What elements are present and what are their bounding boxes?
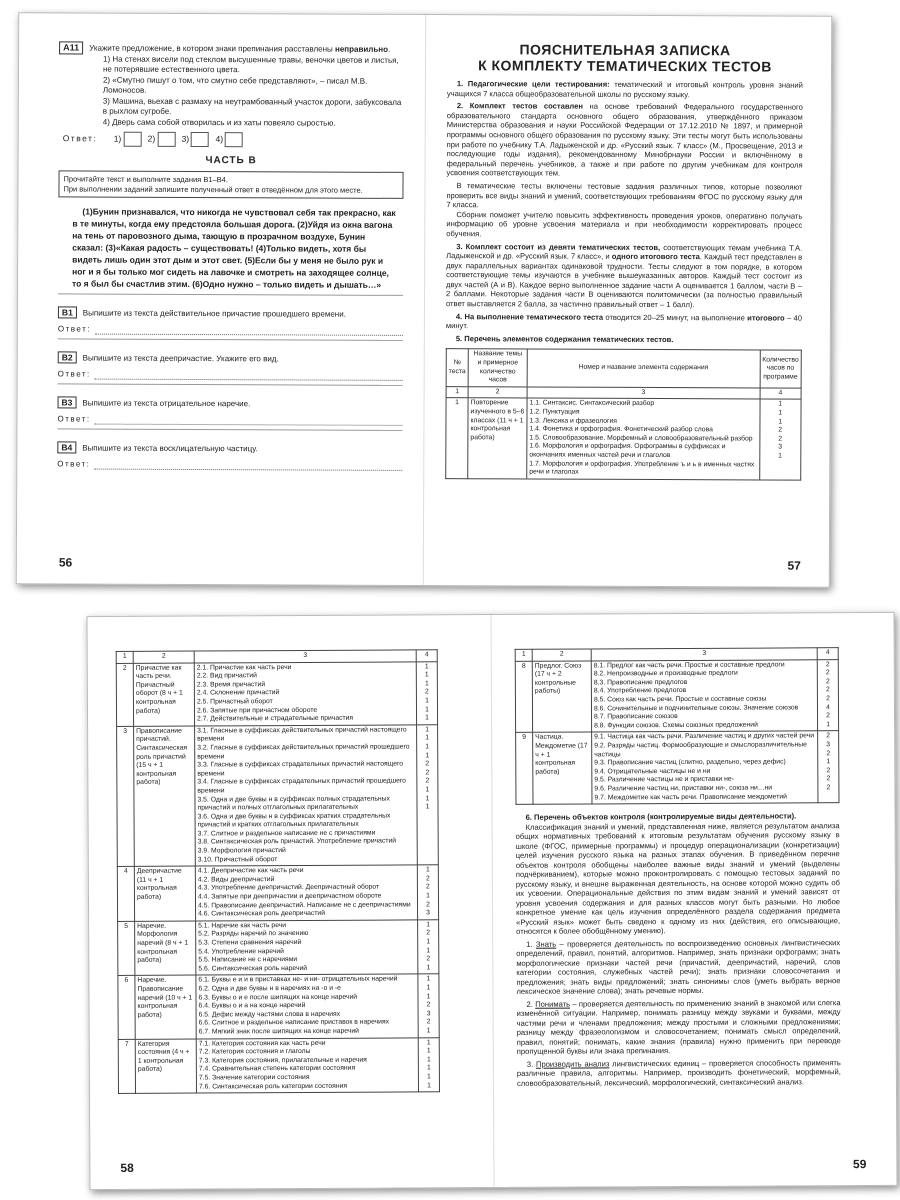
question-text: Укажите предложение, в котором знаки препинания расставлены bbox=[89, 43, 336, 54]
hours-value: 2 bbox=[778, 435, 783, 443]
control-objects-section bbox=[516, 811, 841, 1088]
hours-value: 2 bbox=[826, 712, 830, 720]
hours-value: 1 bbox=[425, 705, 429, 713]
table-header-row bbox=[446, 349, 801, 388]
answer-row bbox=[63, 131, 404, 147]
page-number: 58 bbox=[120, 1160, 134, 1175]
page-59 bbox=[491, 613, 897, 1187]
answer-box[interactable] bbox=[191, 132, 209, 147]
column-number: 2 bbox=[532, 649, 591, 661]
hours-value: 1 bbox=[426, 964, 431, 972]
instruction-line: Прочитайте текст и выполните задания В1–В4. bbox=[63, 174, 228, 185]
content-element: 1.6. Морфология и орфография. Орфограммы в суффиксах и окончаниях именных частей речи и глаголов bbox=[529, 442, 726, 460]
hours-value: 1 bbox=[426, 921, 431, 929]
content-element: 3.6. Одна и две буквы н в суффиксах кратких страдательных причастий и кратких отглагольных прилагательных bbox=[197, 812, 391, 829]
slot-label: 1) bbox=[113, 133, 122, 144]
content-element: 5.6. Синтаксическая роль наречий bbox=[198, 964, 308, 973]
hours-value: 2 bbox=[425, 769, 430, 777]
hours-value: 1 bbox=[426, 1047, 431, 1055]
test-number: 8 bbox=[515, 661, 532, 733]
content-element: 9.1. Частица как часть речи. Различение частиц и других частей речи bbox=[594, 732, 815, 741]
option-4: 4) Дверь сама собой отворилась и из хаты повеяло сыростью. bbox=[102, 117, 336, 128]
content-element: 3.8. Синтаксическая роль причастий. Употребление причастий bbox=[197, 837, 397, 847]
para-lead: 1. Педагогические цели тестирования: bbox=[456, 79, 610, 89]
question-text: Выпишите из текста отрицательное наречие. bbox=[82, 398, 251, 408]
content-element: 4.5. Правописание деепричастий. Написание не с деепричастиями bbox=[198, 901, 411, 910]
test-number: 2 bbox=[116, 663, 133, 726]
column-number: 3 bbox=[591, 648, 817, 661]
test-number: 7 bbox=[118, 1039, 135, 1094]
title-line: К КОМПЛЕКТУ ТЕМАТИЧЕСКИХ ТЕСТОВ bbox=[478, 57, 772, 75]
question-tag: В4 bbox=[57, 441, 76, 453]
table-row bbox=[516, 731, 839, 804]
content-element: 2.5. Причастный оборот bbox=[196, 698, 273, 706]
content-element: 4.3. Употребление деепричастий. Деепричастный оборот bbox=[197, 884, 380, 892]
para-text: – проверяется деятельность по применению знаний в знакомой или слегка изменённой ситуации. Например, понимать разницу между звуками и буквами, между частями речи и членами предложения; между простыми и сложными предложениями; разницу между фразеологизмом и словосочетанием; понимать смысл определений, правил, понятий; понимать, какие знания (правила) нужно применить при переводе пропущенной буквы или знака препинания. bbox=[516, 997, 841, 1056]
hours-value: 1 bbox=[425, 734, 430, 742]
content-element: 6.7. Мягкий знак после шипящих на конце наречий bbox=[198, 1027, 359, 1036]
hours-value: 1 bbox=[424, 662, 429, 670]
hours-value: 1 bbox=[425, 751, 430, 759]
content-element: 9.4. Отрицательные частицы не и ни bbox=[594, 767, 711, 776]
hours-cell bbox=[759, 399, 801, 480]
hours-value: 2 bbox=[424, 688, 429, 696]
slot-label: 4) bbox=[215, 133, 224, 144]
hours-value: 1 bbox=[427, 1073, 431, 1081]
hours-cell bbox=[417, 865, 438, 920]
hours-cell bbox=[817, 659, 838, 731]
column-number: 2 bbox=[133, 651, 194, 663]
question-tag: В1 bbox=[58, 306, 77, 318]
content-table-continued bbox=[116, 649, 440, 1094]
hours-value: 1 bbox=[778, 452, 782, 460]
content-element: 6.2. Одна и две буквы н в наречиях на -о и -е bbox=[198, 984, 341, 993]
content-table bbox=[445, 349, 802, 481]
question-text: Выпишите из текста восклицательную частицу. bbox=[82, 443, 258, 453]
topic-cell: Частица. Междометие (17 ч + 1 контрольная работа) bbox=[533, 732, 592, 804]
answer-label: Ответ: bbox=[62, 133, 98, 144]
hours-value: 1 bbox=[425, 726, 430, 734]
elements-cell bbox=[527, 398, 760, 479]
content-element: 8.6. Сочинительные и подчинительные союзы. Значение союзов bbox=[593, 703, 799, 713]
content-element: 8.4. Употребление предлогов bbox=[593, 687, 687, 695]
hours-value: 2 bbox=[825, 686, 830, 694]
hours-value: 2 bbox=[426, 929, 431, 937]
content-element: 7.3. Категория состояния, прилагательные и наречия bbox=[198, 1056, 367, 1065]
hours-value: 1 bbox=[778, 409, 783, 417]
paragraph bbox=[447, 79, 803, 100]
content-element: 2.2. Вид причастий bbox=[196, 672, 257, 680]
content-element: 4.6. Синтаксическая роль деепричастий bbox=[198, 910, 326, 918]
elements-cell bbox=[196, 920, 418, 976]
instruction-line: При выполнении заданий запишите полученный ответ в отведённом для этого месте. bbox=[63, 183, 363, 195]
content-element: 3.3. Гласные в суффиксах страдательных причастий настоящего времени bbox=[197, 760, 404, 778]
content-element: 8.2. Непроизводные и производные предлоги bbox=[593, 669, 738, 678]
hours-value: 1 bbox=[424, 671, 429, 679]
content-element: 1.5. Словообразование. Морфемный и словообразовательный разбор bbox=[529, 434, 753, 443]
divider bbox=[58, 383, 403, 386]
answer-line[interactable] bbox=[94, 460, 402, 471]
table-row bbox=[117, 725, 439, 867]
spread-pages-58-59 bbox=[87, 612, 898, 1190]
slot-label: 3) bbox=[181, 133, 190, 144]
question-b4 bbox=[57, 441, 402, 471]
elements-cell bbox=[592, 731, 818, 804]
topic-cell: Наречие. Морфология наречий (8 ч + 1 контрольная работа) bbox=[135, 921, 196, 976]
test-number: 6 bbox=[118, 976, 135, 1039]
topic-cell: Наречие. Правописание наречий (10 ч + 1 контрольная работа) bbox=[135, 975, 196, 1038]
hours-value: 2 bbox=[825, 669, 830, 677]
divider bbox=[57, 428, 402, 431]
content-element: 9.2. Разряды частиц. Формообразующие и смыслоразличительные частицы bbox=[594, 741, 807, 758]
content-element: 8.7. Правописание союзов bbox=[594, 713, 678, 721]
para-text: – 40 минут. bbox=[445, 313, 802, 331]
content-element: 1.2. Пунктуация bbox=[529, 408, 580, 416]
paragraph bbox=[446, 334, 802, 345]
content-element: 5.3. Степени сравнения наречий bbox=[198, 938, 302, 947]
content-element: 9.6. Различение частиц ни, приставки ни-, союза ни…ни bbox=[594, 784, 773, 793]
hours-value: 2 bbox=[426, 883, 430, 891]
content-element: 9.3. Правописание частиц (слитно, раздельно, через дефис) bbox=[594, 758, 786, 767]
question-a11 bbox=[59, 41, 404, 55]
divider bbox=[58, 338, 403, 341]
test-number: 4 bbox=[117, 867, 134, 922]
hours-value: 2 bbox=[426, 1001, 431, 1009]
para-text: – проверяется деятельность по воспроизведению основных лингвистических определений, правил, понятий, алгоритмов. Например, знать признаки орфограмм; знать морфологические признаки частей речи (причастий, деепричастий, наречий, слов категории состояния, служебных частей речи); знать признаки словосочетания и предложения; знать виды предложений; знать синонимы слов (уметь выбрать верное лексическое значение слова); знать речевые нормы. bbox=[516, 937, 841, 996]
paragraph: 3. Производить анализ лингвистических единиц – проверяется способность применять различные правила, алгоритмы. Например, производить фонетический, морфемный, словообразовательный, лексический, морфологический, синтаксический анализ. bbox=[516, 1057, 841, 1088]
hours-value: 1 bbox=[425, 786, 430, 794]
hours-value: 1 bbox=[426, 975, 431, 983]
hours-value: 2 bbox=[826, 749, 831, 757]
content-element: 1.3. Лексика и фразеология bbox=[529, 417, 618, 425]
content-element: 6.3. Буквы о и е после шипящих на конце наречий bbox=[198, 993, 358, 1002]
content-element: 4.4. Запятые при деепричастии и деепричастном обороте bbox=[197, 892, 382, 901]
question-text: Выпишите из текста действительное причастие прошедшего времени. bbox=[82, 308, 346, 319]
hours-value: 3 bbox=[778, 443, 783, 451]
content-element: 2.1. Причастие как часть речи bbox=[196, 663, 292, 672]
hours-value: 1 bbox=[425, 743, 430, 751]
question-tag: А11 bbox=[59, 41, 83, 54]
section-title: 6. Перечень объектов контроля (контролируемые виды деятельности). bbox=[525, 811, 797, 822]
para-text: . Каждый тест представлен в двух параллельных вариантах одинаковой трудности. Тесты следуют в том порядке, в котором соответствующие темы изучаются в учебнике вышеуказанных авторов. Каждый тест состоит из двух частей (А и В). Каждое верно выполненное задание части А оценивается 1 баллом, части В – 2 баллами. Некоторые задания части В оцениваются политомически (за полностью правильный ответ выставляется 2 балла, за частично правильный ответ – 1 балл). bbox=[445, 252, 803, 310]
slot-label: 2) bbox=[147, 133, 156, 144]
content-element: 8.1. Предлог как часть речи. Простые и составные предлоги bbox=[593, 661, 785, 670]
content-element: 6.4. Буквы о и а на конце наречий bbox=[198, 1002, 306, 1010]
para-lead: 5. Перечень элементов содержания тематических тестов. bbox=[455, 333, 674, 344]
hours-value: 1 bbox=[426, 892, 430, 900]
column-number: 1 bbox=[446, 386, 468, 398]
hours-value: 2 bbox=[426, 1018, 431, 1026]
topic-cell: Причастие как часть речи. Причастный оборот (8 ч + 1 контрольная работа) bbox=[133, 663, 194, 726]
skill-term: Знать bbox=[535, 939, 557, 949]
table-row bbox=[446, 398, 801, 480]
content-element: 3.2. Гласные в суффиксах действительных причастий прошедшего времени bbox=[197, 743, 410, 761]
paragraph: 1. Знать – проверяется деятельность по воспроизведению основных лингвистических определений, правил, понятий, алгоритмов. Например, знать признаки орфограмм; знать морфологические признаки частей речи (причастий, деепричастий, наречий, слов категории состояния, служебных частей речи); знать признаки словосочетания и предложения; знать виды предложений; знать синонимы слов (уметь выбрать верное лексическое значение слова); знать речевые нормы. bbox=[516, 937, 841, 996]
content-element: 2.7. Действительные и страдательные причастия bbox=[197, 714, 354, 723]
elements-cell bbox=[196, 1037, 418, 1093]
page-58 bbox=[88, 615, 494, 1189]
hours-value: 1 bbox=[425, 714, 429, 722]
content-element: 3.1. Гласные в суффиксах действительных причастий настоящего времени bbox=[197, 726, 407, 743]
table-row bbox=[116, 661, 437, 726]
column-header: № теста bbox=[446, 349, 468, 386]
question-b1 bbox=[58, 306, 403, 341]
content-element: 7.4. Сравнительная степень категории состояния bbox=[198, 1065, 356, 1073]
content-element: 2.3. Время причастий bbox=[196, 680, 266, 689]
hours-cell bbox=[818, 731, 839, 803]
paragraph: Классификация знаний и умений, представленная ниже, является результатом анализа общих нормативных требований к итоговым результатам обучения русскому языку в школе (ФГОС, примерные программы) и процедур операционализации (конкретизации) целей изучения русского языка на разных этапах обучения. В приведённом перечне объектов контроля обобщены наиболее важные виды знаний и умений (выделены подчёркиванием), которые можно проконтролировать с помощью тестовых заданий по русскому языку, и внешне выраженная деятельность, на основе которой можно судить об их усвоении. Операциональные действия по этим видам знаний и умений зависят от уровня усвоения содержания и для разных классов могут быть разными. Но любое конкретное умение как цель изучения определённого раздела содержания предмета «Русский язык» может быть сведено к одному из них (действия, его описывающие, относятся к более обобщённому умению). bbox=[515, 820, 841, 936]
content-element: 9.7. Междометие как часть речи. Правописание междометий bbox=[594, 792, 787, 801]
elements-cell bbox=[195, 865, 417, 921]
topic-cell: Предлог. Союз (17 ч + 2 контрольные работы) bbox=[532, 661, 591, 733]
table-row bbox=[117, 865, 438, 921]
elements-cell bbox=[194, 661, 416, 725]
paragraph: Сборник поможет учителю повысить эффективность проведения уроков, оперативно получать информацию об уровне усвоения материала и при необходимости корректировать процесс обучения. bbox=[446, 209, 803, 239]
hours-value: 1 bbox=[425, 803, 430, 811]
content-element: 3.5. Одна и две буквы н в суффиксах полных страдательных причастий и полных отглагольных прилагательных bbox=[197, 795, 390, 812]
answer-label: Ответ: bbox=[57, 459, 91, 469]
hours-cell bbox=[416, 661, 437, 724]
test-number: 1 bbox=[446, 398, 468, 478]
content-element: 1.4. Фонетика и орфография. Фонетический разбор слова bbox=[529, 425, 713, 434]
page-title bbox=[447, 41, 803, 75]
content-element: 9.5. Различение частицы не и приставки не- bbox=[594, 776, 734, 784]
hours-value: 1 bbox=[425, 866, 430, 874]
skill-term: Производить анализ bbox=[535, 1058, 610, 1069]
hours-cell bbox=[418, 1037, 439, 1092]
content-element: 2.6. Запятые при причастном обороте bbox=[196, 706, 318, 715]
test-number: 5 bbox=[118, 921, 135, 976]
content-element: 5.1. Наречие как часть речи bbox=[198, 921, 287, 930]
divider bbox=[58, 293, 403, 296]
content-element: 3.4. Гласные в суффиксах страдательных причастий прошедшего времени bbox=[197, 777, 406, 795]
content-element: 5.5. Написание не с наречиями bbox=[198, 956, 298, 964]
content-element: 5.2. Разряды наречий по значению bbox=[198, 930, 309, 938]
answer-line[interactable] bbox=[95, 325, 403, 336]
test-number: 9 bbox=[516, 733, 533, 805]
hours-value: 1 bbox=[426, 1064, 431, 1072]
reading-passage: (1)Бунин признавался, что никогда не чувствовал себя так прекрасно, как в те минуты, когда ему предстояла большая дорога. (2)Уйдя из окна вагона на тень от паровозного дыма, тающую в прозрачном воздухе, Бунин сказал: (3)«Какая радость – существовать! (4)Только видеть, хотя бы видеть лишь один этот дым и этот свет. (5)Если бы у меня не было рук и ног и я бы только мог сидеть на лавочке и смотреть на заходящее солнце, то я был бы счастлив этим. (6)Одно нужно – только видеть и дышать…» bbox=[72, 206, 396, 290]
content-element: 2.4. Склонение причастий bbox=[196, 689, 280, 697]
hours-cell bbox=[418, 974, 439, 1037]
paragraph: 2. Понимать – проверяется деятельность по применению знаний в знакомой или слегка изменённой ситуации. Например, понимать разницу между звуками и буквами, между частями речи и членами предложения; между простыми и сложными предложениями; разницу между фразеологизмом и словосочетанием; понимать смысл определений, правил, понятий; понимать, какие знания (правила) нужно применить при переводе пропущенной буквы или знака препинания. bbox=[516, 997, 841, 1056]
para-text: отводится 20–25 минут, на выполнение bbox=[603, 312, 748, 323]
hours-value: 2 bbox=[426, 900, 430, 908]
hours-cell bbox=[418, 920, 439, 975]
content-element: 8.3. Правописание предлогов bbox=[593, 678, 688, 687]
test-number: 3 bbox=[117, 726, 135, 867]
instruction-box bbox=[58, 170, 403, 199]
table-row bbox=[118, 974, 439, 1039]
spread-pages-56-57 bbox=[16, 12, 832, 588]
topic-cell: Повторение изученного в 5–6 классах (11 ч + 1 контрольная работа) bbox=[468, 398, 527, 479]
column-number: 3 bbox=[527, 387, 760, 400]
elements-cell bbox=[196, 974, 418, 1038]
hours-value: 2 bbox=[825, 660, 830, 668]
topic-cell: Правописание причастий. Синтаксическая роль причастий (15 ч + 1 контрольная работа) bbox=[134, 726, 196, 867]
part-title: ЧАСТЬ В bbox=[205, 155, 257, 167]
question-tag: В2 bbox=[58, 351, 77, 363]
content-element: 6.5. Дефис между частями слова в наречиях bbox=[198, 1010, 341, 1019]
hours-value: 1 bbox=[426, 938, 431, 946]
column-number: 2 bbox=[468, 387, 527, 399]
elements-cell bbox=[195, 725, 418, 867]
hours-value: 3 bbox=[826, 741, 831, 749]
hours-value: 4 bbox=[826, 703, 830, 711]
hours-value: 2 bbox=[425, 875, 430, 883]
answer-label: Ответ: bbox=[57, 369, 91, 379]
hours-value: 1 bbox=[426, 992, 431, 1000]
option-3: 3) Машина, вьехав с размаху на неутрамбованный участок дороги, забуксовала в рыхлом сугробе. bbox=[102, 96, 402, 116]
hours-value: 1 bbox=[424, 680, 429, 688]
paragraph: В тематические тесты включены тестовые задания различных типов, которые позволяют проверить все виды знаний и умений, соответствующих требованиям ФГОС по русскому языку для 7 класса. bbox=[446, 181, 803, 210]
hours-value: 1 bbox=[778, 418, 783, 426]
hours-value: 2 bbox=[426, 955, 431, 963]
hours-cell bbox=[417, 725, 439, 866]
hours-value: 1 bbox=[826, 720, 830, 728]
hours-value: 2 bbox=[425, 760, 430, 768]
content-element: 8.8. Функции союзов. Схемы союзных предложений bbox=[594, 721, 758, 730]
answer-line[interactable] bbox=[95, 370, 403, 381]
column-number: 1 bbox=[515, 649, 532, 661]
para-lead: 3. Комплект состоит из девяти тематических тестов, bbox=[456, 241, 661, 252]
column-header: Номер и название элемента содержания bbox=[527, 349, 760, 387]
column-number: 4 bbox=[760, 388, 802, 400]
page-number: 59 bbox=[852, 1157, 867, 1172]
column-number: 4 bbox=[817, 648, 838, 660]
question-emphasis: неправильно bbox=[334, 44, 389, 54]
content-table-continued bbox=[515, 647, 840, 805]
para-text: на основе требований Федерального государственного образовательного стандарта основного общего образования, утверждённого приказом Министерства образования и науки Российской Федерации от 17.12.2010 № 1897, и примерной программы основного общего образования по русскому языку. Эти тесты могут быть использованы при работе по учебнику Т.А. Ладыженской и др. «Русский язык. 7 класс» (М., Просвещение, 2013 и последующие годы издания), рекомендованному Минобрнауки России и включённому в федеральный перечень учебников, а также и при работе по другим учебникам для контроля усвоения соответствующих тем. bbox=[446, 101, 803, 178]
page-number: 56 bbox=[58, 555, 73, 570]
question-b3 bbox=[57, 396, 402, 431]
hours-value: 2 bbox=[778, 426, 783, 434]
hours-value: 1 bbox=[426, 1056, 431, 1064]
content-element: 8.5. Союз как часть речи. Простые и составные союзы bbox=[593, 695, 767, 704]
hours-value: 2 bbox=[825, 678, 830, 686]
page-57 bbox=[423, 15, 831, 587]
content-element: 1.1. Синтаксис. Синтаксический разбор bbox=[529, 399, 655, 408]
answer-line[interactable] bbox=[95, 415, 403, 426]
content-element: 3.9. Морфология причастий bbox=[197, 847, 286, 855]
table-row bbox=[118, 920, 439, 976]
hours-value: 2 bbox=[425, 777, 430, 785]
hours-value: 1 bbox=[426, 1038, 431, 1046]
hours-value: 1 bbox=[426, 984, 431, 992]
content-element: 6.1. Буквы е и и в приставках не- и ни- отрицательных наречий bbox=[198, 975, 398, 984]
option-1: 1) На стенах висели под стеклом высушенные травы, веночки цветов и листья, не потерявшие естественного цвета. bbox=[102, 54, 399, 75]
hours-value: 2 bbox=[826, 695, 830, 703]
hours-value: 1 bbox=[425, 794, 430, 802]
title-line: ПОЯСНИТЕЛЬНАЯ ЗАПИСКА bbox=[519, 41, 731, 59]
hours-value: 2 bbox=[826, 732, 831, 740]
content-element: 1.7. Морфология и орфография. Употребление ъ и ь в именных частях речи и глаголах bbox=[529, 460, 755, 476]
answer-label: Ответ: bbox=[57, 414, 91, 424]
column-header: Название темы и примерное количество часов bbox=[468, 349, 527, 387]
content-element: 7.2. Категория состояния и глаголы bbox=[198, 1048, 311, 1056]
content-element: 5.4. Употребление наречий bbox=[198, 947, 284, 956]
para-text: лингвистических единиц – проверяется способность применять различные правила, алгоритмы. Например, производить фонетический, морфемный, словообразовательный, лексический, морфологический, синтаксический анализ. bbox=[516, 1057, 841, 1088]
paragraph bbox=[446, 242, 802, 311]
column-number: 1 bbox=[116, 651, 133, 663]
content-element: 7.1. Категория состояния как часть речи bbox=[198, 1039, 326, 1048]
hours-value: 1 bbox=[778, 400, 783, 408]
hours-value: 1 bbox=[426, 1027, 431, 1035]
question-tag: В3 bbox=[58, 396, 77, 408]
question-punct: . bbox=[387, 44, 391, 54]
hours-value: 3 bbox=[426, 1010, 431, 1018]
hours-value: 1 bbox=[826, 758, 831, 766]
topic-cell: Деепричастие (11 ч + 1 контрольная работа) bbox=[134, 866, 195, 921]
answer-box[interactable] bbox=[123, 132, 141, 147]
option-2: 2) «Смутно пишут о том, что смутно себе представляют», – писал М.В. Ломоносов. bbox=[102, 75, 368, 95]
content-element: 7.6. Синтаксическая роль категории состояния bbox=[198, 1082, 348, 1091]
para-lead: 2. Комплект тестов составлен bbox=[456, 101, 583, 111]
paragraph bbox=[446, 312, 802, 333]
content-element: 4.2. Виды деепричастий bbox=[197, 875, 275, 884]
table-row bbox=[118, 1037, 439, 1093]
answer-options bbox=[103, 54, 404, 129]
para-text: соответствующих темам учебника Т.А. Ладыженской и др. «Русский язык. 7 класс», и bbox=[446, 242, 803, 261]
content-element: 7.5. Значение категории состояния bbox=[198, 1073, 310, 1082]
hours-value: 1 bbox=[426, 946, 431, 954]
answer-box[interactable] bbox=[225, 132, 243, 147]
question-text: Выпишите из текста деепричастие. Укажите его вид. bbox=[82, 353, 279, 363]
paragraph bbox=[447, 101, 803, 179]
column-number: 4 bbox=[416, 650, 437, 662]
hours-value: 1 bbox=[427, 1081, 431, 1089]
para-text: тематический и итоговый контроль уровня знаний учащихся 7 класса общеобразовательной школы по русскому языку. bbox=[446, 79, 803, 99]
hours-value: 2 bbox=[826, 784, 831, 792]
explanatory-text bbox=[446, 79, 803, 345]
content-element: 6.6. Слитное и раздельное написание приставок в наречиях bbox=[198, 1018, 390, 1027]
para-lead: 4. На выполнение тематического теста bbox=[455, 311, 604, 322]
question-b2 bbox=[58, 351, 403, 386]
skill-term: Понимать bbox=[535, 999, 571, 1009]
answer-box[interactable] bbox=[157, 132, 175, 147]
column-number: 3 bbox=[194, 650, 416, 663]
para-emphasis: одного итогового теста bbox=[611, 251, 700, 262]
column-header: Количество часов по программе bbox=[760, 350, 802, 388]
topic-cell: Категория состояния (4 ч + 1 контрольная работа) bbox=[135, 1039, 196, 1094]
table-row bbox=[515, 659, 838, 732]
elements-cell bbox=[591, 659, 817, 732]
hours-value: 3 bbox=[426, 909, 430, 917]
content-element: 3.10. Причастный оборот bbox=[197, 855, 278, 864]
para-emphasis: итогового bbox=[747, 313, 785, 323]
hours-value: 2 bbox=[826, 775, 831, 783]
content-element: 3.7. Слитное и раздельное написание не с причастиями bbox=[197, 829, 376, 838]
hours-value: 1 bbox=[425, 697, 429, 705]
page-number: 57 bbox=[787, 558, 801, 573]
content-element: 4.1. Деепричастие как часть речи bbox=[197, 867, 304, 875]
page-56 bbox=[17, 13, 425, 585]
answer-label: Ответ: bbox=[57, 324, 92, 334]
hours-value: 2 bbox=[826, 766, 831, 774]
